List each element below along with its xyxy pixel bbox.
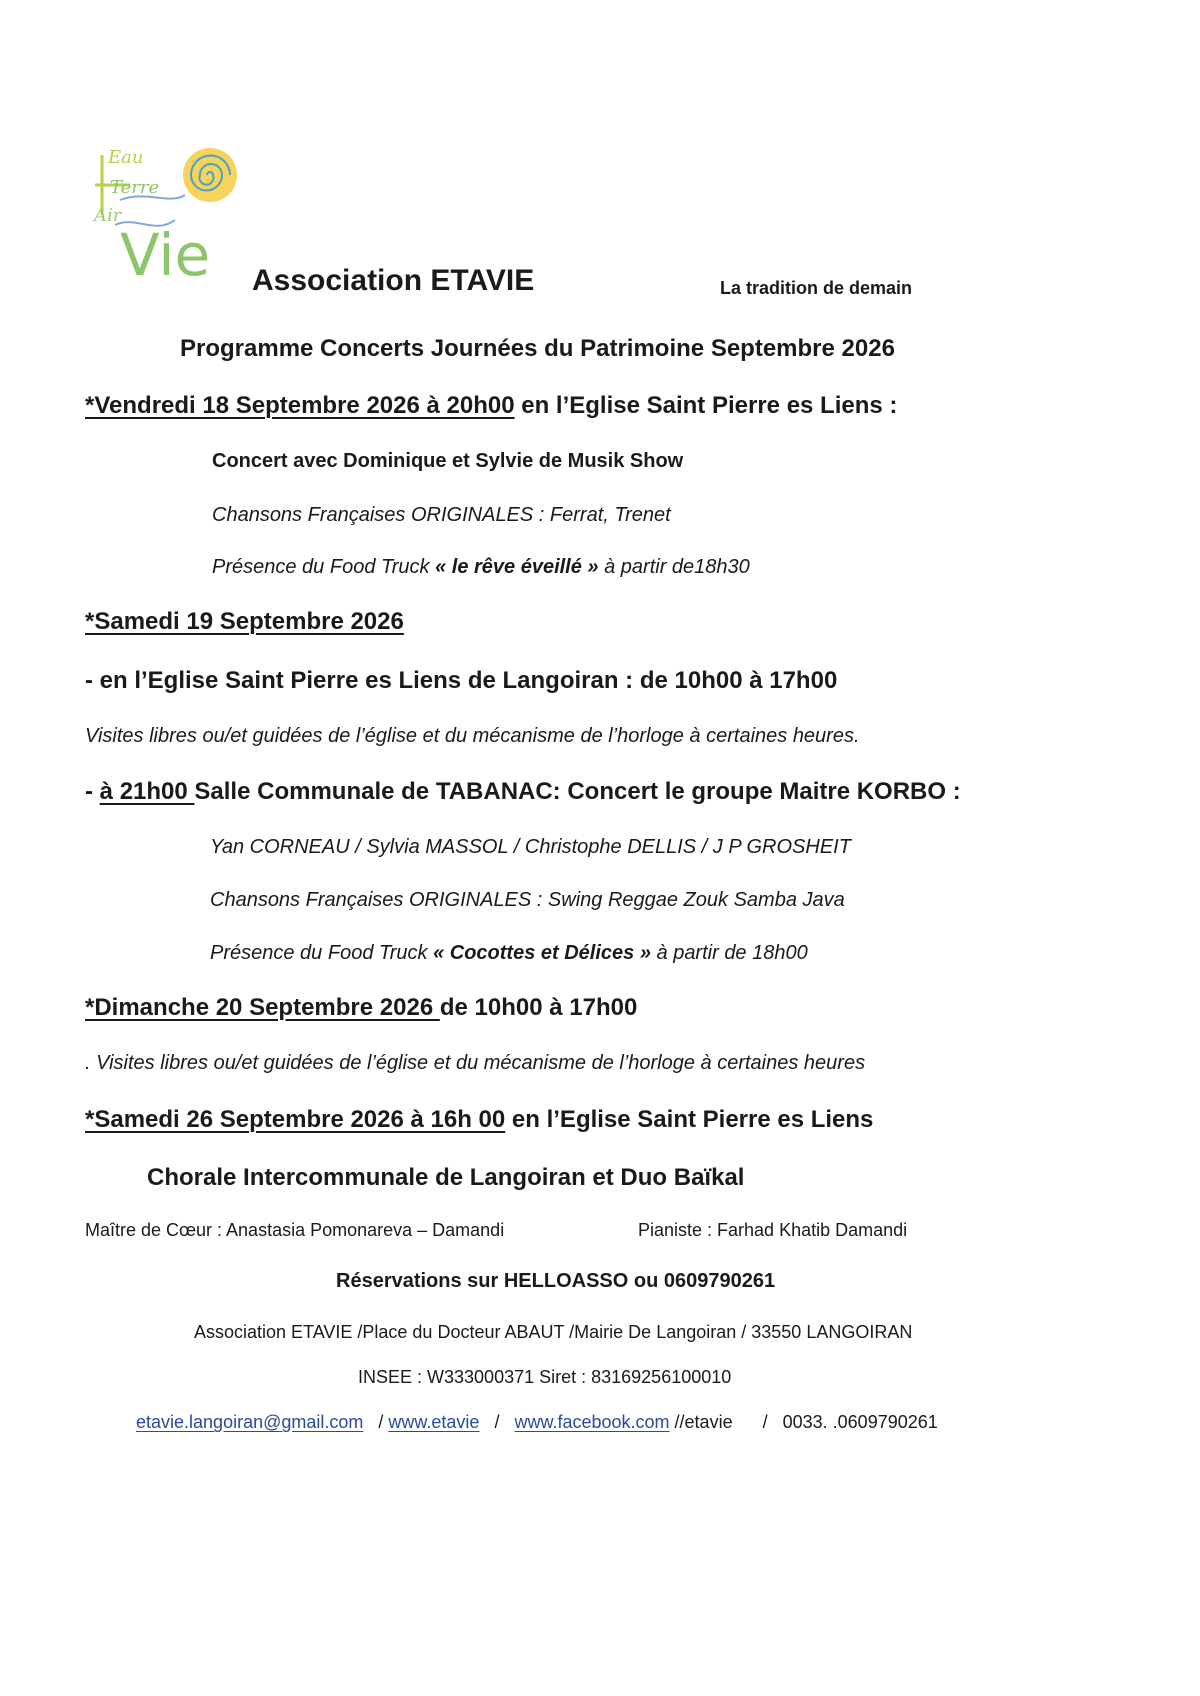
etavie-logo xyxy=(90,145,260,305)
event2-church: - en l’Eglise Saint Pierre es Liens de Langoiran : de 10h00 à 17h00 xyxy=(85,667,838,694)
contact-separator: / xyxy=(479,1412,515,1432)
phone-number: 0033. .0609790261 xyxy=(782,1412,938,1432)
event1-songs: Chansons Françaises ORIGINALES : Ferrat, Trenet xyxy=(212,504,671,526)
event4-place: en l’Eglise Saint Pierre es Liens xyxy=(505,1106,874,1133)
event2-date: *Samedi 19 Septembre 2026 xyxy=(85,608,404,635)
event1-heading xyxy=(85,392,897,420)
event1-concert: Concert avec Dominique et Sylvie de Musik Show xyxy=(212,450,684,472)
reservations: Réservations sur HELLOASSO ou 0609790261 xyxy=(336,1270,776,1292)
event3-date: *Dimanche 20 Septembre 2026 xyxy=(85,994,440,1021)
facebook-link[interactable]: www.facebook.com xyxy=(514,1412,670,1432)
footer-ids: INSEE : W333000371 Siret : 83169256100010 xyxy=(358,1367,732,1387)
event2-heading xyxy=(85,608,404,636)
association-title: Association ETAVIE xyxy=(252,264,535,297)
event2-musicians: Yan CORNEAU / Sylvia MASSOL / Christophe DELLIS / J P GROSHEIT xyxy=(210,836,851,858)
event1-food-name: « le rêve éveillé » xyxy=(435,556,599,578)
logo-letter-vie: Vie xyxy=(120,221,211,289)
event2-evening-dash: - xyxy=(85,778,100,805)
program-title: Programme Concerts Journées du Patrimoine Septembre 2026 xyxy=(180,335,895,362)
facebook-path: //etavie xyxy=(669,1412,733,1432)
event2-evening xyxy=(85,778,961,806)
contact-separator: / xyxy=(732,1412,783,1432)
event2-food-pre: Présence du Food Truck xyxy=(210,942,434,964)
logo-letter-air: Air xyxy=(94,205,122,226)
footer-address: Association ETAVIE /Place du Docteur ABAUT /Mairie De Langoiran / 33550 LANGOIRAN xyxy=(194,1322,913,1342)
event3-visits: . Visites libres ou/et guidées de l’église et du mécanisme de l’horloge à certaines heures xyxy=(85,1052,866,1074)
event2-visits: Visites libres ou/et guidées de l’église et du mécanisme de l’horloge à certaines heures. xyxy=(85,725,860,747)
event1-food xyxy=(212,556,750,579)
event3-hours: de 10h00 à 17h00 xyxy=(439,994,638,1021)
event4-date: *Samedi 26 Septembre 2026 à 16h 00 xyxy=(85,1106,506,1133)
event1-place: en l’Eglise Saint Pierre es Liens : xyxy=(514,392,898,419)
contact-separator: / xyxy=(363,1412,389,1432)
email-link[interactable]: etavie.langoiran@gmail.com xyxy=(136,1412,364,1432)
event2-evening-rest: Salle Communale de TABANAC: Concert le groupe Maitre KORBO : xyxy=(194,778,961,805)
logo-letter-eau: Eau xyxy=(108,147,144,168)
event2-food xyxy=(210,942,808,965)
event4-conductor: Maître de Cœur : Anastasia Pomonareva – Damandi xyxy=(85,1220,505,1240)
event1-date: *Vendredi 18 Septembre 2026 à 20h00 xyxy=(85,392,515,419)
event4-heading xyxy=(85,1106,873,1134)
event1-food-pre: Présence du Food Truck xyxy=(212,556,436,578)
website-link[interactable]: www.etavie xyxy=(388,1412,480,1432)
event2-food-name: « Cocottes et Délices » xyxy=(433,942,651,964)
event2-evening-time: à 21h00 xyxy=(99,778,195,805)
footer-contacts xyxy=(136,1412,938,1433)
event3-heading xyxy=(85,994,637,1022)
event2-songs: Chansons Françaises ORIGINALES : Swing Reggae Zouk Samba Java xyxy=(210,889,845,911)
event2-food-post: à partir de 18h00 xyxy=(650,942,808,964)
logo-letter-terre: Terre xyxy=(110,177,160,198)
event4-choir: Chorale Intercommunale de Langoiran et Duo Baïkal xyxy=(147,1164,745,1191)
event1-food-post: à partir de18h30 xyxy=(598,556,750,578)
event4-pianist: Pianiste : Farhad Khatib Damandi xyxy=(638,1220,908,1240)
tagline: La tradition de demain xyxy=(720,278,913,298)
